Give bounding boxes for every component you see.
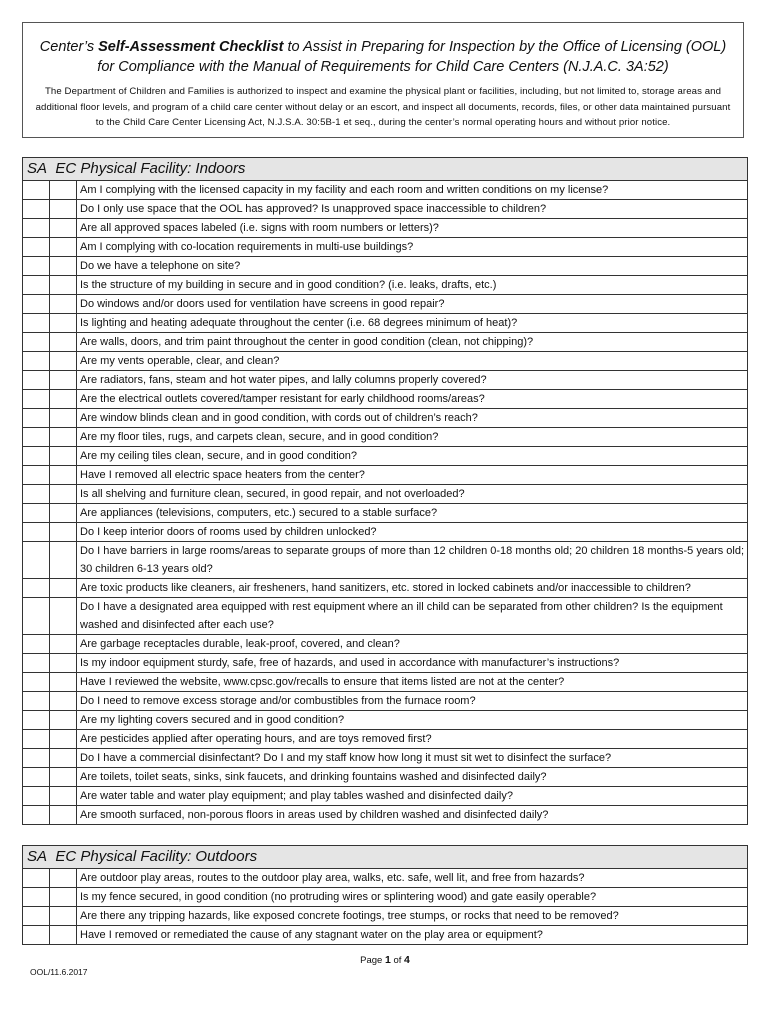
section-prefix-sa: SA xyxy=(27,848,48,865)
checklist-row xyxy=(23,926,748,945)
sa-checkbox-cell[interactable] xyxy=(23,257,50,276)
checklist-question: Is all shelving and furniture clean, secured, in good repair, and not overloaded? xyxy=(77,485,748,504)
ec-checkbox-cell[interactable] xyxy=(50,869,77,888)
ec-checkbox-cell[interactable] xyxy=(50,181,77,200)
header-box xyxy=(22,22,744,138)
section-title xyxy=(23,846,748,869)
checklist-question: Are water table and water play equipment; and play tables washed and disinfected daily? xyxy=(77,787,748,806)
checklist-row xyxy=(23,579,748,598)
sa-checkbox-cell[interactable] xyxy=(23,447,50,466)
checklist-row xyxy=(23,428,748,447)
ec-checkbox-cell[interactable] xyxy=(50,806,77,825)
ec-checkbox-cell[interactable] xyxy=(50,238,77,257)
ec-checkbox-cell[interactable] xyxy=(50,787,77,806)
checklist-row xyxy=(23,200,748,219)
sa-checkbox-cell[interactable] xyxy=(23,888,50,907)
ec-checkbox-cell[interactable] xyxy=(50,579,77,598)
checklist-row xyxy=(23,466,748,485)
checklist-row xyxy=(23,806,748,825)
sa-checkbox-cell[interactable] xyxy=(23,635,50,654)
sa-checkbox-cell[interactable] xyxy=(23,295,50,314)
checklist-row xyxy=(23,869,748,888)
checklist-row xyxy=(23,542,748,579)
ec-checkbox-cell[interactable] xyxy=(50,907,77,926)
ec-checkbox-cell[interactable] xyxy=(50,673,77,692)
checklist-row xyxy=(23,888,748,907)
sa-checkbox-cell[interactable] xyxy=(23,371,50,390)
ec-checkbox-cell[interactable] xyxy=(50,504,77,523)
page-title-line2: for Compliance with the Manual of Requirements for Child Care Centers (N.J.A.C. 3A:52) xyxy=(97,59,669,75)
sa-checkbox-cell[interactable] xyxy=(23,869,50,888)
checklist-question: Have I removed or remediated the cause of any stagnant water on the play area or equipment? xyxy=(77,926,748,945)
checklist-question: Do I only use space that the OOL has approved? Is unapproved space inaccessible to children? xyxy=(77,200,748,219)
sa-checkbox-cell[interactable] xyxy=(23,314,50,333)
sa-checkbox-cell[interactable] xyxy=(23,787,50,806)
checklist-question: Are all approved spaces labeled (i.e. signs with room numbers or letters)? xyxy=(77,219,748,238)
checklist-row xyxy=(23,390,748,409)
form-code: OOL/11.6.2017 xyxy=(30,967,88,977)
checklist-question: Is the structure of my building in secure and in good condition? (i.e. leaks, drafts, etc.) xyxy=(77,276,748,295)
checklist-question: Is my indoor equipment sturdy, safe, free of hazards, and used in accordance with manufacturer’s instructions? xyxy=(77,654,748,673)
checklist-row xyxy=(23,635,748,654)
sa-checkbox-cell[interactable] xyxy=(23,428,50,447)
sa-checkbox-cell[interactable] xyxy=(23,806,50,825)
section-title-text: Physical Facility: Indoors xyxy=(80,160,246,177)
intro-paragraph: The Department of Children and Families is authorized to inspect and examine the physical plant or facilities, including, but not limited to, storage areas and additional floor levels, and program of a child care center without delay or an escort, and inspect all documents, records, files, or other data maintained pursuant to the Child Care Center Licensing Act, N.J.S.A. 30:5B-1 et seq., during the center’s normal operating hours and without prior notice. xyxy=(35,86,731,128)
ec-checkbox-cell[interactable] xyxy=(50,692,77,711)
checklist-question: Are my lighting covers secured and in good condition? xyxy=(77,711,748,730)
sa-checkbox-cell[interactable] xyxy=(23,711,50,730)
checklist-question: Are outdoor play areas, routes to the outdoor play area, walks, etc. safe, well lit, and free from hazards? xyxy=(77,869,748,888)
section-prefix-ec: EC xyxy=(55,160,77,177)
checklist-row xyxy=(23,523,748,542)
checklist-question: Do I have a designated area equipped with rest equipment where an ill child can be separated from other children? Is the equipment washed and disinfected after each use? xyxy=(77,598,748,635)
ec-checkbox-cell[interactable] xyxy=(50,257,77,276)
sa-checkbox-cell[interactable] xyxy=(23,542,50,579)
checklist-question: Are toxic products like cleaners, air fresheners, hand sanitizers, etc. stored in locked cabinets and/or inaccessible to children? xyxy=(77,579,748,598)
page-title xyxy=(33,37,733,57)
sa-checkbox-cell[interactable] xyxy=(23,926,50,945)
section-header xyxy=(23,158,748,181)
checklist-question: Are my vents operable, clear, and clean? xyxy=(77,352,748,371)
sa-checkbox-cell[interactable] xyxy=(23,276,50,295)
sa-checkbox-cell[interactable] xyxy=(23,523,50,542)
section-prefix-sa: SA xyxy=(27,160,48,177)
checklist-row xyxy=(23,333,748,352)
section-title-text: Physical Facility: Outdoors xyxy=(80,848,258,865)
checklist-row xyxy=(23,371,748,390)
ec-checkbox-cell[interactable] xyxy=(50,635,77,654)
checklist-question: Do I keep interior doors of rooms used by children unlocked? xyxy=(77,523,748,542)
ec-checkbox-cell[interactable] xyxy=(50,409,77,428)
sa-checkbox-cell[interactable] xyxy=(23,466,50,485)
title-post: to Assist in Preparing for Inspection by the Office of Licensing (OOL) xyxy=(283,39,727,55)
checklist-row xyxy=(23,276,748,295)
checklist-row xyxy=(23,711,748,730)
sa-checkbox-cell[interactable] xyxy=(23,219,50,238)
checklist-row xyxy=(23,238,748,257)
checklist-question: Are the electrical outlets covered/tamper resistant for early childhood rooms/areas? xyxy=(77,390,748,409)
checklist-question: Are there any tripping hazards, like exposed concrete footings, tree stumps, or rocks that need to be removed? xyxy=(77,907,748,926)
checklist-row xyxy=(23,730,748,749)
checklist-question: Do I have barriers in large rooms/areas to separate groups of more than 12 children 0-18 months old; 20 children 18 months-5 years old; 30 children 6-13 years old? xyxy=(77,542,748,579)
page-current: 1 xyxy=(384,954,391,966)
checklist-question: Have I reviewed the website, www.cpsc.gov/recalls to ensure that items listed are not at the center? xyxy=(77,673,748,692)
checklist-question: Do windows and/or doors used for ventilation have screens in good repair? xyxy=(77,295,748,314)
ec-checkbox-cell[interactable] xyxy=(50,485,77,504)
ec-checkbox-cell[interactable] xyxy=(50,466,77,485)
checklist-row xyxy=(23,314,748,333)
sa-checkbox-cell[interactable] xyxy=(23,352,50,371)
sa-checkbox-cell[interactable] xyxy=(23,409,50,428)
ec-checkbox-cell[interactable] xyxy=(50,926,77,945)
ec-checkbox-cell[interactable] xyxy=(50,447,77,466)
checklist-question: Is my fence secured, in good condition (no protruding wires or splintering wood) and gate easily operable? xyxy=(77,888,748,907)
ec-checkbox-cell[interactable] xyxy=(50,276,77,295)
checklist-row xyxy=(23,485,748,504)
checklist-row xyxy=(23,181,748,200)
ec-checkbox-cell[interactable] xyxy=(50,711,77,730)
page-word: Page xyxy=(360,955,383,966)
checklist-row xyxy=(23,257,748,276)
checklist-row xyxy=(23,673,748,692)
ec-checkbox-cell[interactable] xyxy=(50,888,77,907)
ec-checkbox-cell[interactable] xyxy=(50,295,77,314)
section-prefix-ec: EC xyxy=(55,848,77,865)
sa-checkbox-cell[interactable] xyxy=(23,390,50,409)
checklist-question: Do I have a commercial disinfectant? Do I and my staff know how long it must sit wet to disinfect the surface? xyxy=(77,749,748,768)
ec-checkbox-cell[interactable] xyxy=(50,768,77,787)
checklist-row xyxy=(23,409,748,428)
checklist-row xyxy=(23,654,748,673)
checklist-question: Are toilets, toilet seats, sinks, sink faucets, and drinking fountains washed and disinfected daily? xyxy=(77,768,748,787)
checklist-row xyxy=(23,504,748,523)
page-number xyxy=(0,954,770,966)
checklist-row xyxy=(23,352,748,371)
sa-checkbox-cell[interactable] xyxy=(23,654,50,673)
checklist-table-outdoors xyxy=(22,845,748,945)
sa-checkbox-cell[interactable] xyxy=(23,238,50,257)
sa-checkbox-cell[interactable] xyxy=(23,579,50,598)
ec-checkbox-cell[interactable] xyxy=(50,428,77,447)
checklist-row xyxy=(23,692,748,711)
checklist-row xyxy=(23,295,748,314)
ec-checkbox-cell[interactable] xyxy=(50,314,77,333)
checklist-question: Am I complying with the licensed capacity in my facility and each room and written conditions on my license? xyxy=(77,181,748,200)
sa-checkbox-cell[interactable] xyxy=(23,692,50,711)
sa-checkbox-cell[interactable] xyxy=(23,200,50,219)
checklist-table-indoors xyxy=(22,157,748,825)
checklist-question: Are walls, doors, and trim paint throughout the center in good condition (clean, not chipping)? xyxy=(77,333,748,352)
sa-checkbox-cell[interactable] xyxy=(23,749,50,768)
checklist-question: Are pesticides applied after operating hours, and are toys removed first? xyxy=(77,730,748,749)
checklist-row xyxy=(23,447,748,466)
section-header xyxy=(23,846,748,869)
checklist-row xyxy=(23,749,748,768)
checklist-question: Are radiators, fans, steam and hot water pipes, and lally columns properly covered? xyxy=(77,371,748,390)
checklist-question: Are window blinds clean and in good condition, with cords out of children’s reach? xyxy=(77,409,748,428)
checklist-row xyxy=(23,219,748,238)
page-total: 4 xyxy=(404,954,410,966)
ec-checkbox-cell[interactable] xyxy=(50,542,77,579)
title-pre: Center’s xyxy=(39,39,99,55)
checklist-question: Have I removed all electric space heaters from the center? xyxy=(77,466,748,485)
ec-checkbox-cell[interactable] xyxy=(50,749,77,768)
sa-checkbox-cell[interactable] xyxy=(23,504,50,523)
sa-checkbox-cell[interactable] xyxy=(23,485,50,504)
checklist-question: Am I complying with co-location requirements in multi-use buildings? xyxy=(77,238,748,257)
ec-checkbox-cell[interactable] xyxy=(50,598,77,635)
checklist-question: Are smooth surfaced, non-porous floors in areas used by children washed and disinfected daily? xyxy=(77,806,748,825)
checklist-row xyxy=(23,768,748,787)
section-title xyxy=(23,158,748,181)
title-bold: Self-Assessment Checklist xyxy=(98,39,284,55)
sa-checkbox-cell[interactable] xyxy=(23,730,50,749)
sa-checkbox-cell[interactable] xyxy=(23,181,50,200)
ec-checkbox-cell[interactable] xyxy=(50,654,77,673)
checklist-question: Are garbage receptacles durable, leak-proof, covered, and clean? xyxy=(77,635,748,654)
checklist-question: Do I need to remove excess storage and/or combustibles from the furnace room? xyxy=(77,692,748,711)
ec-checkbox-cell[interactable] xyxy=(50,523,77,542)
sa-checkbox-cell[interactable] xyxy=(23,768,50,787)
checklist-question: Is lighting and heating adequate throughout the center (i.e. 68 degrees minimum of heat)? xyxy=(77,314,748,333)
ec-checkbox-cell[interactable] xyxy=(50,219,77,238)
sa-checkbox-cell[interactable] xyxy=(23,673,50,692)
of-word: of xyxy=(393,955,402,966)
ec-checkbox-cell[interactable] xyxy=(50,333,77,352)
sa-checkbox-cell[interactable] xyxy=(23,907,50,926)
checklist-row xyxy=(23,907,748,926)
sa-checkbox-cell[interactable] xyxy=(23,333,50,352)
ec-checkbox-cell[interactable] xyxy=(50,352,77,371)
checklist-question: Are appliances (televisions, computers, etc.) secured to a stable surface? xyxy=(77,504,748,523)
sa-checkbox-cell[interactable] xyxy=(23,598,50,635)
ec-checkbox-cell[interactable] xyxy=(50,200,77,219)
ec-checkbox-cell[interactable] xyxy=(50,371,77,390)
checklist-row xyxy=(23,787,748,806)
checklist-question: Do we have a telephone on site? xyxy=(77,257,748,276)
ec-checkbox-cell[interactable] xyxy=(50,730,77,749)
ec-checkbox-cell[interactable] xyxy=(50,390,77,409)
checklist-question: Are my ceiling tiles clean, secure, and in good condition? xyxy=(77,447,748,466)
checklist-question: Are my floor tiles, rugs, and carpets clean, secure, and in good condition? xyxy=(77,428,748,447)
checklist-row xyxy=(23,598,748,635)
